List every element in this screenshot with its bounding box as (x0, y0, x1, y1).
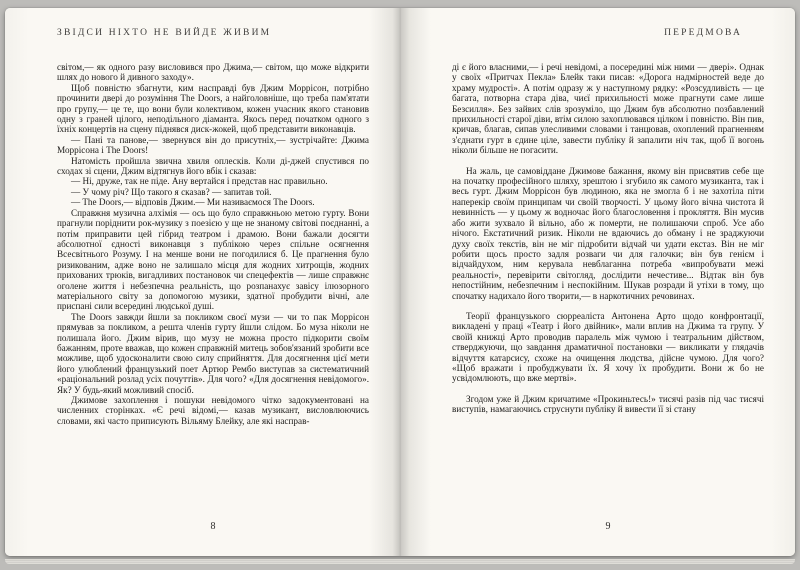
paragraph: — У чому річ? Що такого я сказав? — запитав той. (71, 186, 272, 197)
running-head-left: ЗВІДСИ НІХТО НЕ ВИЙДЕ ЖИВИМ (57, 28, 272, 38)
paragraph: — Ні, друже, так не піде. Ану вертайся і представ нас правильно. (71, 176, 328, 187)
paragraph: — The Doors,— відповів Джим.— Ми називаємося The Doors. (71, 197, 315, 208)
paragraph: Натомість пройшла звична хвиля оплесків. Коли ді-джей спустився по сходах зі сцени, Джим відтягнув його вбік і сказав: (57, 155, 369, 177)
page-stack-edge (5, 559, 795, 564)
paragraph: Справжня музична алхімія — ось що було справжньою метою гурту. Вони прагнули поріднити рок-музику з поезією у ще не знаному світові поєднанні, а потім приправити цей гібрид театром і драмою. Вони бажали досягти абсолютної єдності виконавця з публікою через спільне осягнення Всесвітнього Розуму. І на менше вони не погодилися б. Це прагнення було ризикованим, адже воно не залишало місця для жодних хитрощів, жодних прихованих трюків, вигадливих постановок чи спецефектів — лише справжнє оголене життя і небезпечна реальність, що розпанахує завісу ілюзорного матеріального світу за допомогою музики, здатної пробудити вічні, але приспані сили всередині людської душі. (57, 207, 369, 312)
paragraph: Згодом уже й Джим кричатиме «Прокиньтесь!» тисячі разів під час тисячі виступів, намагаючись струснути публіку й вивести її зі стану (452, 393, 764, 415)
paragraph: Теорії французького сюрреаліста Антонена Арто щодо конфронтації, викладені у праці «Театр і його двійник», мали вплив на Джима та групу. У своїй книжці Арто проводив паралель між чумою і театральним дійством, стверджуючи, що завдання драматичної постановки — викликати у глядачів відчуття катарсису, схоже на очищення людства, дійсне чумою. Для чого? «Щоб вражати і пробуджувати їх. Я хочу їх пробудити. Вони ж бо не усвідомлюють, що вже мертві». (452, 310, 764, 384)
book-spread (5, 8, 795, 556)
paragraph: Щоб повністю збагнути, ким насправді був Джим Моррісон, потрібно прочинити двері до розуміння The Doors, а найголовніше, що треба пам'ятати про групу,— це те, що вони були колективом, кожен учасник якого становив одну з граней цілого, неподільного діаманта. Якось перед початком одного з їхніх концертів на сцену піднявся диск-жокей, щоб представити виконавців. (57, 82, 369, 135)
right-page (400, 8, 795, 556)
paragraph: На жаль, це самовіддане Джимове бажання, якому він присвятив себе ще на початку професійного шляху, зрештою і згубило як самого музиканта, так і весь гурт. Джим Моррісон був людиною, яка не змогла б і не захотіла піти наперекір своїм принципам чи своїй творчості. У цьому його вічна чистота й невинність — у цьому ж водночас його благословення і прокляття. Він мусив або жити зухвало й вільно, або ж померти, не полишаючи спроб. Усе або нічого. Екстатичний ризик. Ніколи не вдаючись до обману і не зраджуючи духу своїх текстів, він не міг підробити відчай чи удати екстаз. Він не міг робити щось просто задля розваги чи для галочки; він був генієм і відчайдухом, ним керувала невблаганна потреба «випробувати межі реальності», перевірити світогляд, дослідити нечестиве... Відтак він був непостійним, небезпечним і неспокійним. Шукав розради й утіхи в тому, що спочатку надихало його творити,— в наркотичних речовинах. (452, 165, 764, 301)
left-page-text (57, 62, 369, 426)
page-number-left: 8 (210, 521, 216, 532)
paragraph: — Пані та панове,— звернувся він до присутніх,— зустрічайте: Джима Моррісона і The Doors! (57, 134, 369, 156)
paragraph: Джимове захоплення і пошуки невідомого чітко задокументовані на численних сторінках. «Є речі відомі,— казав музикант, висловлюючись словами, які часто приписують Вільяму Блейку, але які насправ- (57, 395, 369, 426)
page-number-right: 9 (605, 521, 611, 532)
paragraph: The Doors завжди йшли за покликом своєї музи — чи то пак Моррісон прямував за покликом, а решта членів гурту йшли слідом. Бо муза ніколи не полишала його. Джим вірив, що музу не можна просто підкорити своїм бажанням, проте вважав, що кожен справжній митець зобов'язаний зробити все можливе, щоб удосконалити свою силу сприйняття. Для досягнення цієї мети його улюблений французький поет Артюр Рембо виступав за систематичний «раціональний розлад усіх почуттів». Для чого? «Для досягнення невідомого». Як? У будь-який можливий спосіб. (57, 311, 369, 395)
paragraph: ді є його власними,— і речі невідомі, а посередині між ними — двері». Однак у своїх «Притчах Пекла» Блейк таки писав: «Дорога надмірностей веде до храму мудрості». А потім одразу ж у наступному рядку: «Розсудливість — це багата, потворна стара діва, чиєї прихильності може прагнути саме лише Безсилля». Без зайвих слів зрозуміло, що Джим був абсолютно позбавлений прихильності старої діви, втім силою захоплювався цілком і повністю. Він пив, кричав, благав, сипав улесливими словами і танцював, охоплений прагненням з'єднати гурт в єдине ціле, завести публіку й запалити ніч так, щоб її вогонь ніколи більше не погасити. (452, 62, 764, 156)
running-head-right: ПЕРЕДМОВА (664, 28, 742, 38)
paragraph: світом,— як одного разу висловився про Джима,— світом, що може відкрити шлях до нового й дивного заходу». (57, 62, 369, 83)
right-page-text (452, 62, 764, 415)
left-page (5, 8, 400, 556)
